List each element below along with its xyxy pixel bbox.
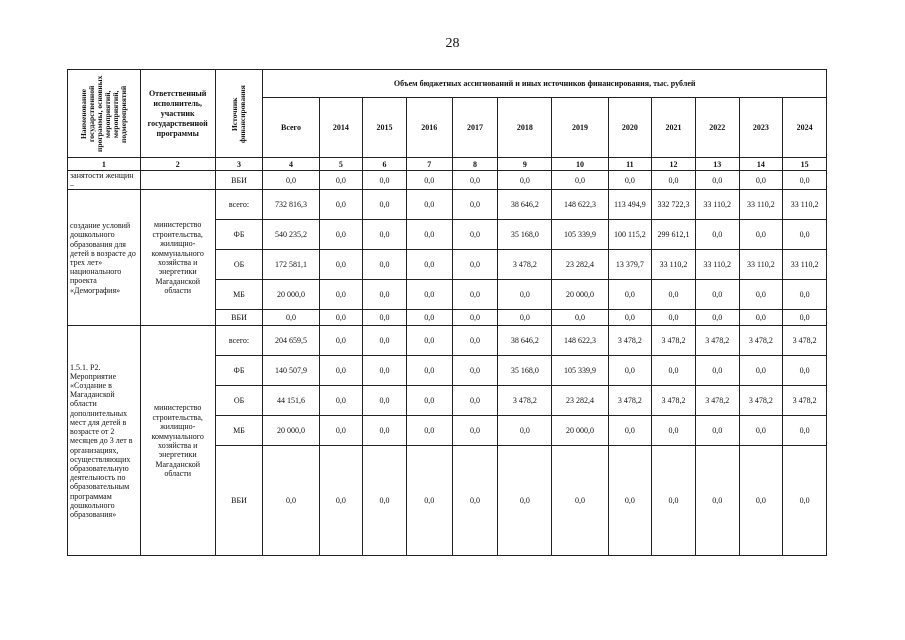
value-cell: 0,0: [608, 280, 652, 310]
value-cell: 0,0: [363, 220, 407, 250]
column-number: 9: [498, 158, 552, 171]
value-cell: 0,0: [695, 280, 739, 310]
value-cell: 0,0: [406, 326, 452, 356]
value-cell: 33 110,2: [783, 190, 827, 220]
page-number: 28: [445, 36, 460, 51]
funding-source-cell: ФБ: [215, 356, 263, 386]
value-cell: 0,0: [406, 356, 452, 386]
value-cell: 33 110,2: [695, 250, 739, 280]
name-column-header: Наименование государственной программы, основных мероприятий, мероприятий, подмероприятий: [68, 70, 141, 158]
funding-source-cell: ВБИ: [215, 171, 263, 190]
value-cell: 0,0: [363, 446, 407, 556]
year-column-header: 2022: [695, 98, 739, 158]
column-number: 7: [406, 158, 452, 171]
value-cell: 0,0: [452, 310, 498, 326]
value-cell: 0,0: [319, 171, 363, 190]
column-number: 3: [215, 158, 263, 171]
funding-source-cell: ВБИ: [215, 446, 263, 556]
responsible-cell: министерство строительства, жилищно-коммунального хозяйства и энергетики Магаданской области: [140, 190, 215, 326]
value-cell: 0,0: [263, 446, 319, 556]
year-column-header: 2023: [739, 98, 783, 158]
value-cell: 0,0: [363, 356, 407, 386]
value-cell: 0,0: [452, 280, 498, 310]
value-cell: 0,0: [695, 446, 739, 556]
value-cell: 3 478,2: [498, 250, 552, 280]
column-number: 1: [68, 158, 141, 171]
value-cell: 0,0: [319, 386, 363, 416]
column-number: 8: [452, 158, 498, 171]
value-cell: 0,0: [695, 171, 739, 190]
value-cell: 0,0: [363, 171, 407, 190]
value-cell: 732 816,3: [263, 190, 319, 220]
value-cell: 33 110,2: [783, 250, 827, 280]
value-cell: 0,0: [406, 310, 452, 326]
value-cell: 0,0: [452, 250, 498, 280]
funding-source-cell: всего:: [215, 326, 263, 356]
value-cell: 3 478,2: [695, 326, 739, 356]
value-cell: 0,0: [739, 310, 783, 326]
value-cell: 3 478,2: [739, 386, 783, 416]
year-column-header: 2020: [608, 98, 652, 158]
value-cell: 0,0: [739, 446, 783, 556]
value-cell: 0,0: [452, 386, 498, 416]
year-column-header: 2021: [652, 98, 696, 158]
value-cell: 23 282,4: [552, 386, 608, 416]
value-cell: 0,0: [406, 250, 452, 280]
value-cell: 0,0: [783, 280, 827, 310]
column-number: 4: [263, 158, 319, 171]
value-cell: 0,0: [652, 310, 696, 326]
year-column-header: 2024: [783, 98, 827, 158]
value-cell: 3 478,2: [652, 326, 696, 356]
value-cell: 0,0: [319, 250, 363, 280]
value-cell: 0,0: [608, 416, 652, 446]
year-column-header: 2014: [319, 98, 363, 158]
value-cell: 0,0: [452, 171, 498, 190]
value-cell: 0,0: [263, 171, 319, 190]
value-cell: 0,0: [652, 446, 696, 556]
value-cell: 0,0: [319, 356, 363, 386]
value-cell: 0,0: [363, 310, 407, 326]
value-cell: 148 622,3: [552, 326, 608, 356]
program-name-cell: 1.5.1. P2. Мероприятие «Создание в Магаданской области дополнительных мест для детей в возрасте от 2 месяцев до 3 лет в организациях, осуществляющих образовательную деятельность по образовательным программам дошкольного образования»: [68, 326, 141, 556]
value-cell: 0,0: [498, 446, 552, 556]
funding-source-cell: ОБ: [215, 250, 263, 280]
value-cell: 0,0: [319, 310, 363, 326]
value-cell: 0,0: [608, 446, 652, 556]
value-cell: 0,0: [363, 190, 407, 220]
funding-source-cell: ОБ: [215, 386, 263, 416]
value-cell: 0,0: [319, 416, 363, 446]
value-cell: 0,0: [406, 171, 452, 190]
table-row: [68, 190, 827, 220]
value-cell: 0,0: [406, 190, 452, 220]
value-cell: 0,0: [739, 171, 783, 190]
value-cell: 0,0: [263, 310, 319, 326]
value-cell: 0,0: [363, 386, 407, 416]
value-cell: 0,0: [498, 416, 552, 446]
year-column-header: 2017: [452, 98, 498, 158]
value-cell: 0,0: [739, 280, 783, 310]
value-cell: 0,0: [498, 171, 552, 190]
value-cell: 0,0: [319, 446, 363, 556]
value-cell: 0,0: [452, 326, 498, 356]
value-cell: 20 000,0: [263, 280, 319, 310]
program-name-cell: создание условий дошкольного образования для детей в возрасте до трех лет» национального проекта «Демография»: [68, 190, 141, 326]
value-cell: 0,0: [783, 356, 827, 386]
table-header: [68, 70, 827, 171]
value-cell: 105 339,9: [552, 356, 608, 386]
value-cell: 0,0: [406, 280, 452, 310]
value-cell: 0,0: [363, 326, 407, 356]
value-cell: 0,0: [319, 326, 363, 356]
value-cell: 0,0: [695, 416, 739, 446]
value-cell: 33 110,2: [652, 250, 696, 280]
value-cell: 0,0: [363, 280, 407, 310]
value-cell: 0,0: [783, 416, 827, 446]
column-number: 6: [363, 158, 407, 171]
value-cell: 0,0: [452, 190, 498, 220]
year-column-header: 2016: [406, 98, 452, 158]
value-cell: 20 000,0: [552, 416, 608, 446]
value-cell: 0,0: [363, 250, 407, 280]
responsible-cell: министерство строительства, жилищно-коммунального хозяйства и энергетики Магаданской области: [140, 326, 215, 556]
value-cell: 332 722,3: [652, 190, 696, 220]
value-cell: 0,0: [498, 280, 552, 310]
program-name-cell-top: занятости женщин –: [68, 171, 141, 190]
value-cell: 0,0: [319, 190, 363, 220]
column-number: 15: [783, 158, 827, 171]
value-cell: 0,0: [783, 220, 827, 250]
value-cell: 204 659,5: [263, 326, 319, 356]
funding-source-cell: ВБИ: [215, 310, 263, 326]
value-cell: 0,0: [608, 310, 652, 326]
value-cell: 33 110,2: [695, 190, 739, 220]
value-cell: 0,0: [652, 356, 696, 386]
value-cell: 3 478,2: [608, 326, 652, 356]
value-cell: 299 612,1: [652, 220, 696, 250]
value-cell: 20 000,0: [263, 416, 319, 446]
value-cell: 0,0: [319, 220, 363, 250]
value-cell: 0,0: [452, 416, 498, 446]
column-number: 13: [695, 158, 739, 171]
value-cell: 0,0: [739, 220, 783, 250]
value-cell: 0,0: [652, 280, 696, 310]
value-cell: 33 110,2: [739, 190, 783, 220]
value-cell: 0,0: [695, 310, 739, 326]
column-number: 14: [739, 158, 783, 171]
value-cell: 0,0: [452, 446, 498, 556]
value-cell: 3 478,2: [498, 386, 552, 416]
value-cell: 0,0: [608, 356, 652, 386]
value-cell: 0,0: [783, 310, 827, 326]
year-column-header: 2019: [552, 98, 608, 158]
funding-source-cell: ФБ: [215, 220, 263, 250]
budget-group-header: Объем бюджетных ассигнований и иных источников финансирования, тыс. рублей: [263, 70, 827, 98]
column-number: 11: [608, 158, 652, 171]
value-cell: 0,0: [739, 416, 783, 446]
value-cell: 0,0: [406, 416, 452, 446]
value-cell: 0,0: [783, 171, 827, 190]
table-row: [68, 326, 827, 356]
value-cell: 44 151,6: [263, 386, 319, 416]
column-number: 12: [652, 158, 696, 171]
value-cell: 35 168,0: [498, 220, 552, 250]
value-cell: 0,0: [739, 356, 783, 386]
value-cell: 0,0: [552, 171, 608, 190]
value-cell: 3 478,2: [608, 386, 652, 416]
value-cell: 0,0: [406, 220, 452, 250]
column-number: 5: [319, 158, 363, 171]
source-column-header: Источник финансирования: [215, 70, 263, 158]
table-body: [68, 171, 827, 556]
year-column-header: Всего: [263, 98, 319, 158]
value-cell: 0,0: [363, 416, 407, 446]
value-cell: 38 646,2: [498, 190, 552, 220]
value-cell: 13 379,7: [608, 250, 652, 280]
year-column-header: 2018: [498, 98, 552, 158]
year-column-header: 2015: [363, 98, 407, 158]
value-cell: 20 000,0: [552, 280, 608, 310]
value-cell: 113 494,9: [608, 190, 652, 220]
value-cell: 33 110,2: [739, 250, 783, 280]
value-cell: 100 115,2: [608, 220, 652, 250]
value-cell: 0,0: [319, 280, 363, 310]
responsible-column-header: Ответственный исполнитель, участник государственной программы: [140, 70, 215, 158]
value-cell: 0,0: [608, 171, 652, 190]
value-cell: 3 478,2: [739, 326, 783, 356]
responsible-cell-top: [140, 171, 215, 190]
value-cell: 23 282,4: [552, 250, 608, 280]
budget-table: [67, 69, 827, 556]
value-cell: 0,0: [552, 310, 608, 326]
value-cell: 38 646,2: [498, 326, 552, 356]
value-cell: 0,0: [406, 386, 452, 416]
value-cell: 0,0: [452, 356, 498, 386]
value-cell: 0,0: [695, 220, 739, 250]
value-cell: 0,0: [452, 220, 498, 250]
value-cell: 105 339,9: [552, 220, 608, 250]
column-number: 10: [552, 158, 608, 171]
value-cell: 0,0: [498, 310, 552, 326]
value-cell: 172 581,1: [263, 250, 319, 280]
value-cell: 3 478,2: [652, 386, 696, 416]
value-cell: 3 478,2: [695, 386, 739, 416]
value-cell: 0,0: [695, 356, 739, 386]
value-cell: 0,0: [652, 416, 696, 446]
value-cell: 35 168,0: [498, 356, 552, 386]
funding-source-cell: всего:: [215, 190, 263, 220]
value-cell: 3 478,2: [783, 326, 827, 356]
value-cell: 0,0: [783, 446, 827, 556]
column-number: 2: [140, 158, 215, 171]
funding-source-cell: МБ: [215, 416, 263, 446]
funding-source-cell: МБ: [215, 280, 263, 310]
value-cell: 0,0: [552, 446, 608, 556]
value-cell: 0,0: [406, 446, 452, 556]
value-cell: 3 478,2: [783, 386, 827, 416]
value-cell: 0,0: [652, 171, 696, 190]
value-cell: 140 507,9: [263, 356, 319, 386]
value-cell: 540 235,2: [263, 220, 319, 250]
value-cell: 148 622,3: [552, 190, 608, 220]
table-row: [68, 171, 827, 190]
